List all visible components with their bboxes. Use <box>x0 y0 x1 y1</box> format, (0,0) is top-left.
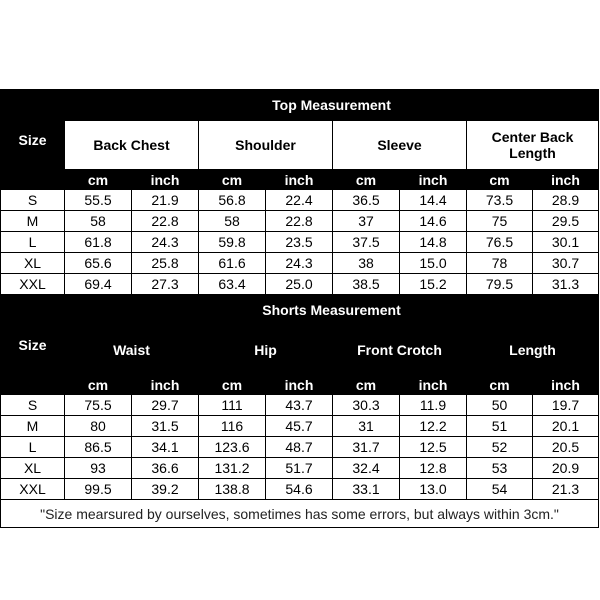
measurement-cell: 37 <box>333 211 400 232</box>
measurement-cell: 65.6 <box>65 253 132 274</box>
measurement-cell: 36.6 <box>132 458 199 479</box>
measurement-cell: 79.5 <box>467 274 533 295</box>
measurement-cell: 99.5 <box>65 479 132 500</box>
measurement-cell: 59.8 <box>199 232 266 253</box>
measurement-cell: 73.5 <box>467 190 533 211</box>
measurement-cell: 19.7 <box>533 395 599 416</box>
size-cell: S <box>1 190 65 211</box>
measurement-cell: 78 <box>467 253 533 274</box>
measurement-cell: 20.5 <box>533 437 599 458</box>
measurement-cell: 36.5 <box>333 190 400 211</box>
size-cell: M <box>1 416 65 437</box>
shorts-data-body <box>1 395 599 500</box>
size-disclaimer-note: "Size mearsured by ourselves, sometimes has some errors, but always within 3cm." <box>1 500 599 528</box>
measurement-cell: 31.5 <box>132 416 199 437</box>
unit-header: inch <box>132 170 199 190</box>
measurement-cell: 93 <box>65 458 132 479</box>
measurement-cell: 58 <box>65 211 132 232</box>
measurement-cell: 27.3 <box>132 274 199 295</box>
measurement-cell: 38 <box>333 253 400 274</box>
measurement-cell: 24.3 <box>266 253 333 274</box>
measurement-cell: 116 <box>199 416 266 437</box>
measurement-cell: 48.7 <box>266 437 333 458</box>
measurement-cell: 58 <box>199 211 266 232</box>
measurement-cell: 21.9 <box>132 190 199 211</box>
shorts-title-row <box>1 295 599 326</box>
unit-header: cm <box>65 170 132 190</box>
unit-header: cm <box>333 170 400 190</box>
table-row <box>1 232 599 253</box>
measurement-cell: 54.6 <box>266 479 333 500</box>
size-cell: M <box>1 211 65 232</box>
measurement-cell: 45.7 <box>266 416 333 437</box>
measurement-cell: 51 <box>467 416 533 437</box>
shorts-group-header: Hip <box>199 326 333 375</box>
shorts-unit-row <box>1 375 599 395</box>
top-size-header: Size <box>1 90 65 190</box>
measurement-cell: 123.6 <box>199 437 266 458</box>
measurement-cell: 111 <box>199 395 266 416</box>
measurement-cell: 12.5 <box>400 437 467 458</box>
measurement-cell: 20.9 <box>533 458 599 479</box>
measurement-cell: 69.4 <box>65 274 132 295</box>
measurement-cell: 39.2 <box>132 479 199 500</box>
shorts-group-header-row <box>1 326 599 375</box>
measurement-cell: 28.9 <box>533 190 599 211</box>
shorts-size-header: Size <box>1 295 65 395</box>
shorts-measurement-section <box>1 295 599 395</box>
measurement-cell: 75.5 <box>65 395 132 416</box>
top-unit-row <box>1 170 599 190</box>
measurement-cell: 31 <box>333 416 400 437</box>
measurement-cell: 33.1 <box>333 479 400 500</box>
measurement-cell: 12.8 <box>400 458 467 479</box>
measurement-cell: 61.8 <box>65 232 132 253</box>
measurement-cell: 25.0 <box>266 274 333 295</box>
table-row <box>1 253 599 274</box>
measurement-cell: 76.5 <box>467 232 533 253</box>
unit-header: inch <box>533 170 599 190</box>
size-cell: XXL <box>1 479 65 500</box>
unit-header: cm <box>467 170 533 190</box>
unit-header: inch <box>400 170 467 190</box>
size-cell: XXL <box>1 274 65 295</box>
measurement-cell: 56.8 <box>199 190 266 211</box>
measurement-cell: 21.3 <box>533 479 599 500</box>
table-row <box>1 458 599 479</box>
size-chart-table <box>0 89 599 528</box>
unit-header: cm <box>467 375 533 395</box>
measurement-cell: 32.4 <box>333 458 400 479</box>
unit-header: cm <box>333 375 400 395</box>
unit-header: cm <box>65 375 132 395</box>
measurement-cell: 53 <box>467 458 533 479</box>
shorts-measurement-title: Shorts Measurement <box>65 295 599 326</box>
measurement-cell: 14.8 <box>400 232 467 253</box>
measurement-cell: 23.5 <box>266 232 333 253</box>
top-group-header: Shoulder <box>199 121 333 170</box>
measurement-cell: 54 <box>467 479 533 500</box>
unit-header: inch <box>400 375 467 395</box>
size-cell: L <box>1 437 65 458</box>
measurement-cell: 34.1 <box>132 437 199 458</box>
measurement-cell: 24.3 <box>132 232 199 253</box>
top-measurement-title: Top Measurement <box>65 90 599 121</box>
measurement-cell: 14.6 <box>400 211 467 232</box>
size-cell: S <box>1 395 65 416</box>
measurement-cell: 138.8 <box>199 479 266 500</box>
table-row <box>1 395 599 416</box>
measurement-cell: 63.4 <box>199 274 266 295</box>
measurement-cell: 80 <box>65 416 132 437</box>
measurement-cell: 29.5 <box>533 211 599 232</box>
measurement-cell: 30.3 <box>333 395 400 416</box>
table-row <box>1 190 599 211</box>
unit-header: cm <box>199 170 266 190</box>
measurement-cell: 43.7 <box>266 395 333 416</box>
top-group-header: Center Back Length <box>467 121 599 170</box>
measurement-cell: 30.1 <box>533 232 599 253</box>
measurement-cell: 12.2 <box>400 416 467 437</box>
measurement-cell: 50 <box>467 395 533 416</box>
top-group-header: Sleeve <box>333 121 467 170</box>
measurement-cell: 22.4 <box>266 190 333 211</box>
measurement-cell: 86.5 <box>65 437 132 458</box>
size-cell: XL <box>1 458 65 479</box>
measurement-cell: 11.9 <box>400 395 467 416</box>
shorts-group-header: Waist <box>65 326 199 375</box>
top-data-body <box>1 190 599 295</box>
measurement-cell: 37.5 <box>333 232 400 253</box>
measurement-cell: 55.5 <box>65 190 132 211</box>
top-measurement-section <box>1 90 599 190</box>
unit-header: inch <box>266 170 333 190</box>
measurement-cell: 15.0 <box>400 253 467 274</box>
top-group-header-row <box>1 121 599 170</box>
measurement-cell: 15.2 <box>400 274 467 295</box>
unit-header: inch <box>533 375 599 395</box>
measurement-cell: 38.5 <box>333 274 400 295</box>
size-cell: L <box>1 232 65 253</box>
measurement-cell: 14.4 <box>400 190 467 211</box>
unit-header: inch <box>132 375 199 395</box>
table-row <box>1 211 599 232</box>
measurement-cell: 29.7 <box>132 395 199 416</box>
measurement-cell: 22.8 <box>132 211 199 232</box>
measurement-cell: 13.0 <box>400 479 467 500</box>
measurement-cell: 52 <box>467 437 533 458</box>
top-group-header: Back Chest <box>65 121 199 170</box>
measurement-cell: 75 <box>467 211 533 232</box>
measurement-cell: 30.7 <box>533 253 599 274</box>
measurement-cell: 131.2 <box>199 458 266 479</box>
measurement-cell: 31.7 <box>333 437 400 458</box>
footnote-row <box>1 500 599 528</box>
size-cell: XL <box>1 253 65 274</box>
top-title-row <box>1 90 599 121</box>
measurement-cell: 22.8 <box>266 211 333 232</box>
shorts-group-header: Length <box>467 326 599 375</box>
measurement-cell: 51.7 <box>266 458 333 479</box>
measurement-cell: 25.8 <box>132 253 199 274</box>
measurement-cell: 20.1 <box>533 416 599 437</box>
table-row <box>1 274 599 295</box>
table-row <box>1 416 599 437</box>
measurement-cell: 31.3 <box>533 274 599 295</box>
table-row <box>1 437 599 458</box>
unit-header: inch <box>266 375 333 395</box>
unit-header: cm <box>199 375 266 395</box>
measurement-cell: 61.6 <box>199 253 266 274</box>
shorts-group-header: Front Crotch <box>333 326 467 375</box>
table-row <box>1 479 599 500</box>
